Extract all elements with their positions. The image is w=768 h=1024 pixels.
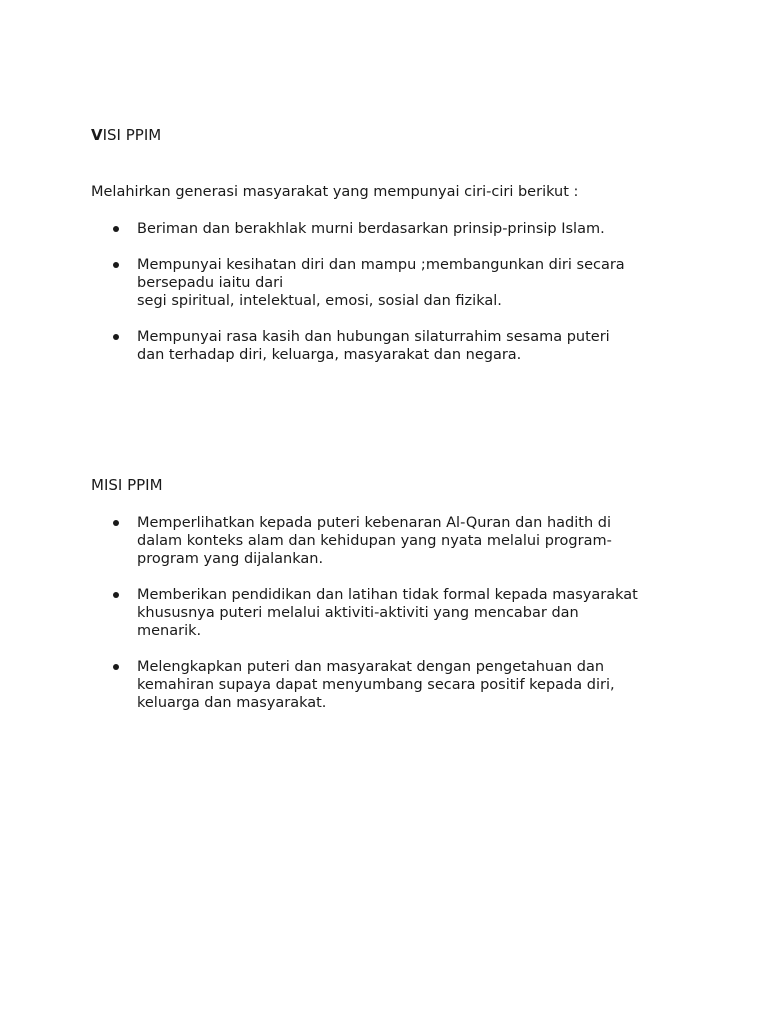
list-item-line: Memberikan pendidikan dan latihan tidak formal kepada masyarakat bbox=[137, 587, 638, 603]
list-item-line: Melengkapkan puteri dan masyarakat dengan pengetahuan dan bbox=[137, 659, 605, 675]
bullet-icon bbox=[113, 520, 119, 526]
list-item bbox=[91, 256, 691, 310]
list-item bbox=[91, 514, 691, 568]
visi-heading-initial: V bbox=[91, 126, 103, 144]
list-item-line: Beriman dan berakhlak murni berdasarkan prinsip-prinsip Islam. bbox=[137, 221, 605, 237]
list-item-line: Mempunyai rasa kasih dan hubungan silaturrahim sesama puteri bbox=[137, 329, 610, 345]
list-item bbox=[91, 328, 691, 364]
visi-list bbox=[91, 220, 691, 382]
list-item-line: kemahiran supaya dapat menyumbang secara positif kepada diri, bbox=[137, 677, 615, 693]
list-item-line: dan terhadap diri, keluarga, masyarakat dan negara. bbox=[137, 347, 522, 363]
list-item-line: Mempunyai kesihatan diri dan mampu ;membangunkan diri secara bbox=[137, 257, 625, 273]
misi-heading: MISI PPIM bbox=[91, 476, 163, 494]
list-item-line: khususnya puteri melalui aktiviti-aktiviti yang mencabar dan bbox=[137, 605, 579, 621]
list-item bbox=[91, 586, 691, 640]
bullet-icon bbox=[113, 334, 119, 340]
bullet-icon bbox=[113, 664, 119, 670]
bullet-icon bbox=[113, 592, 119, 598]
visi-intro: Melahirkan generasi masyarakat yang mempunyai ciri-ciri berikut : bbox=[91, 184, 579, 200]
bullet-icon bbox=[113, 226, 119, 232]
visi-heading bbox=[91, 126, 161, 144]
list-item-line: program yang dijalankan. bbox=[137, 551, 324, 567]
list-item-line: Memperlihatkan kepada puteri kebenaran Al-Quran dan hadith di bbox=[137, 515, 611, 531]
list-item-line: segi spiritual, intelektual, emosi, sosial dan fizikal. bbox=[137, 293, 502, 309]
bullet-icon bbox=[113, 262, 119, 268]
list-item bbox=[91, 658, 691, 712]
list-item-line: menarik. bbox=[137, 623, 202, 639]
visi-heading-rest: ISI PPIM bbox=[102, 126, 162, 144]
list-item-line: bersepadu iaitu dari bbox=[137, 275, 284, 291]
list-item bbox=[91, 220, 691, 238]
misi-list bbox=[91, 514, 691, 730]
list-item-line: keluarga dan masyarakat. bbox=[137, 695, 327, 711]
list-item-line: dalam konteks alam dan kehidupan yang nyata melalui program- bbox=[137, 533, 612, 549]
